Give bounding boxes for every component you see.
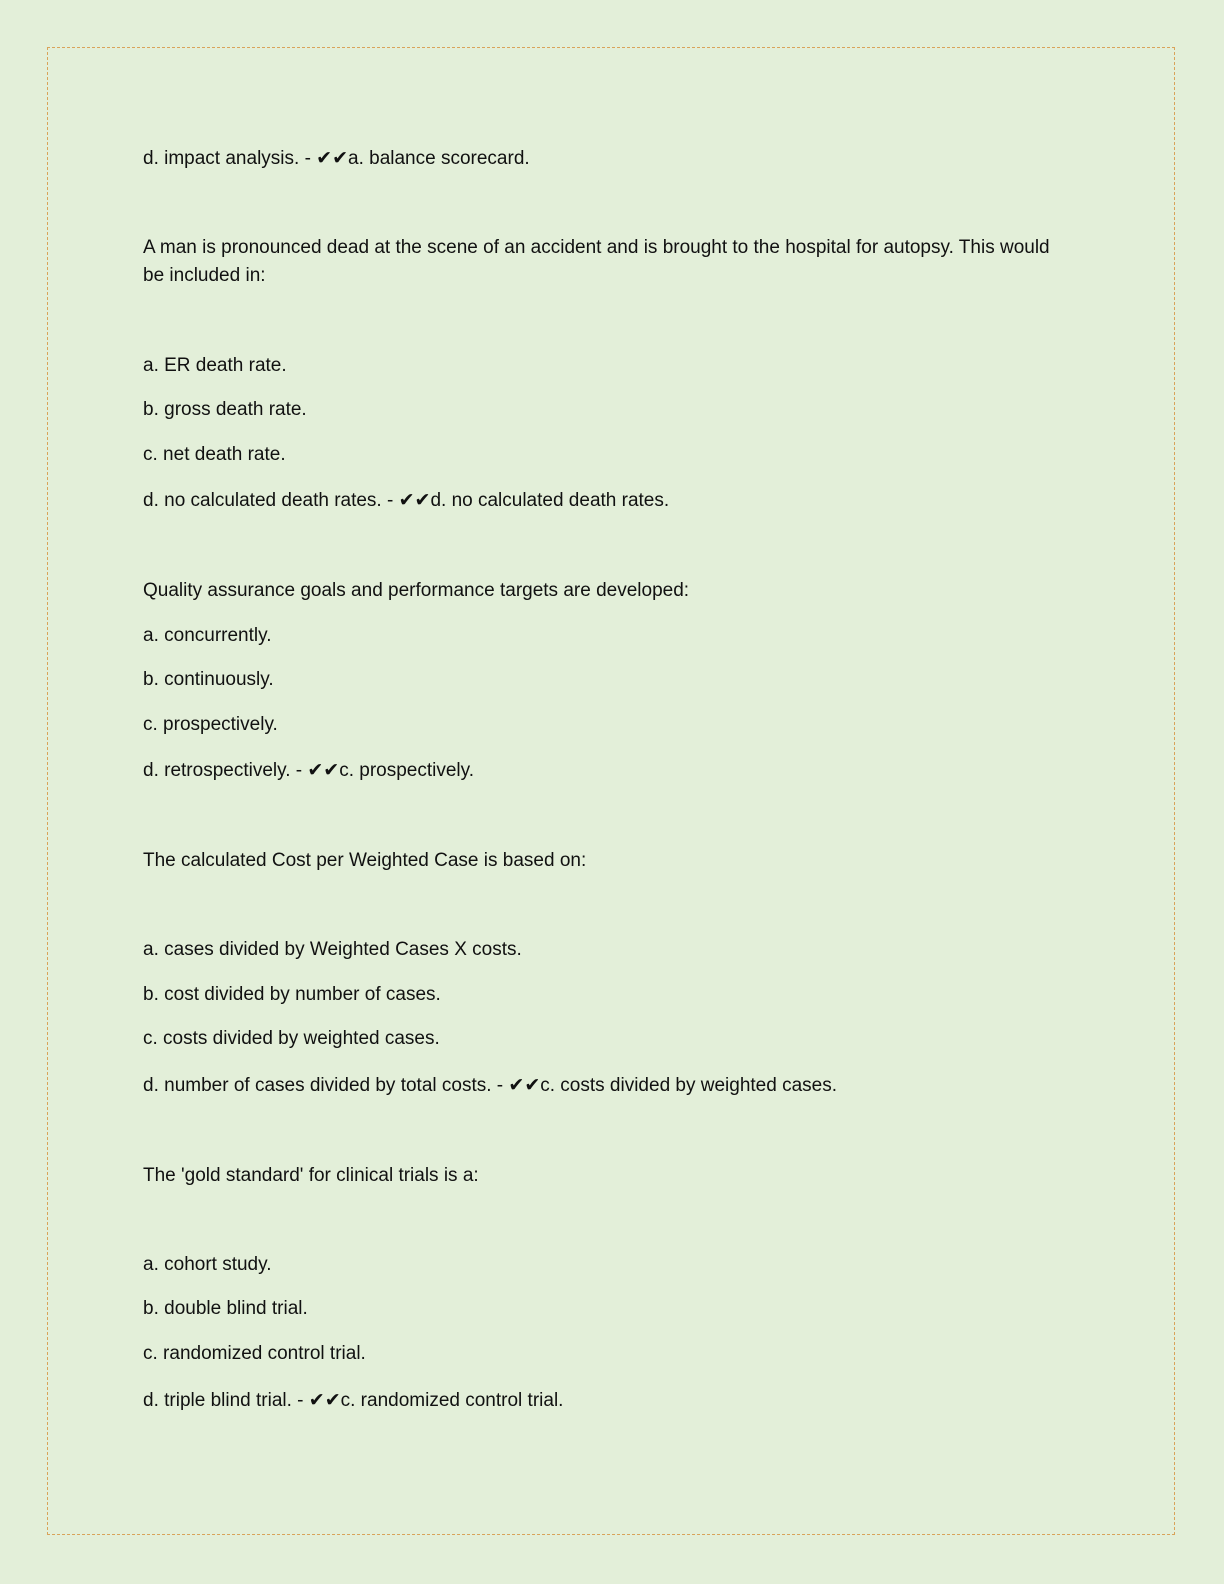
q5-question: The 'gold standard' for clinical trials is a: [143, 1165, 479, 1186]
q4-option-b: b. cost divided by number of cases. [143, 984, 441, 1005]
q2-answer-line: d. no calculated death rates. - ✔✔d. no calculated death rates. [143, 490, 670, 511]
q2-option-b: b. gross death rate. [143, 399, 307, 420]
q3-option-c: c. prospectively. [143, 714, 278, 735]
q3-option-a: a. concurrently. [143, 625, 272, 646]
q4-answer-line: d. number of cases divided by total costs. - ✔✔c. costs divided by weighted cases. [143, 1075, 838, 1096]
q5-option-c: c. randomized control trial. [143, 1343, 366, 1364]
q5-answer-line: d. triple blind trial. - ✔✔c. randomized control trial. [143, 1390, 564, 1411]
q5-option-b: b. double blind trial. [143, 1298, 308, 1319]
q4-option-a: a. cases divided by Weighted Cases X costs. [143, 939, 522, 960]
q2-option-a: a. ER death rate. [143, 355, 287, 376]
q4-question: The calculated Cost per Weighted Case is based on: [143, 850, 587, 871]
q3-question: Quality assurance goals and performance targets are developed: [143, 580, 690, 601]
q3-option-b: b. continuously. [143, 669, 274, 690]
q4-option-c: c. costs divided by weighted cases. [143, 1028, 440, 1049]
q2-question: A man is pronounced dead at the scene of an accident and is brought to the hospital for autopsy. This would be included in: [143, 237, 1050, 286]
q2-option-c: c. net death rate. [143, 444, 286, 465]
q5-option-a: a. cohort study. [143, 1254, 272, 1275]
q3-answer-line: d. retrospectively. - ✔✔c. prospectively. [143, 760, 475, 781]
q1-answer-line: d. impact analysis. - ✔✔a. balance scorecard. [143, 148, 530, 169]
